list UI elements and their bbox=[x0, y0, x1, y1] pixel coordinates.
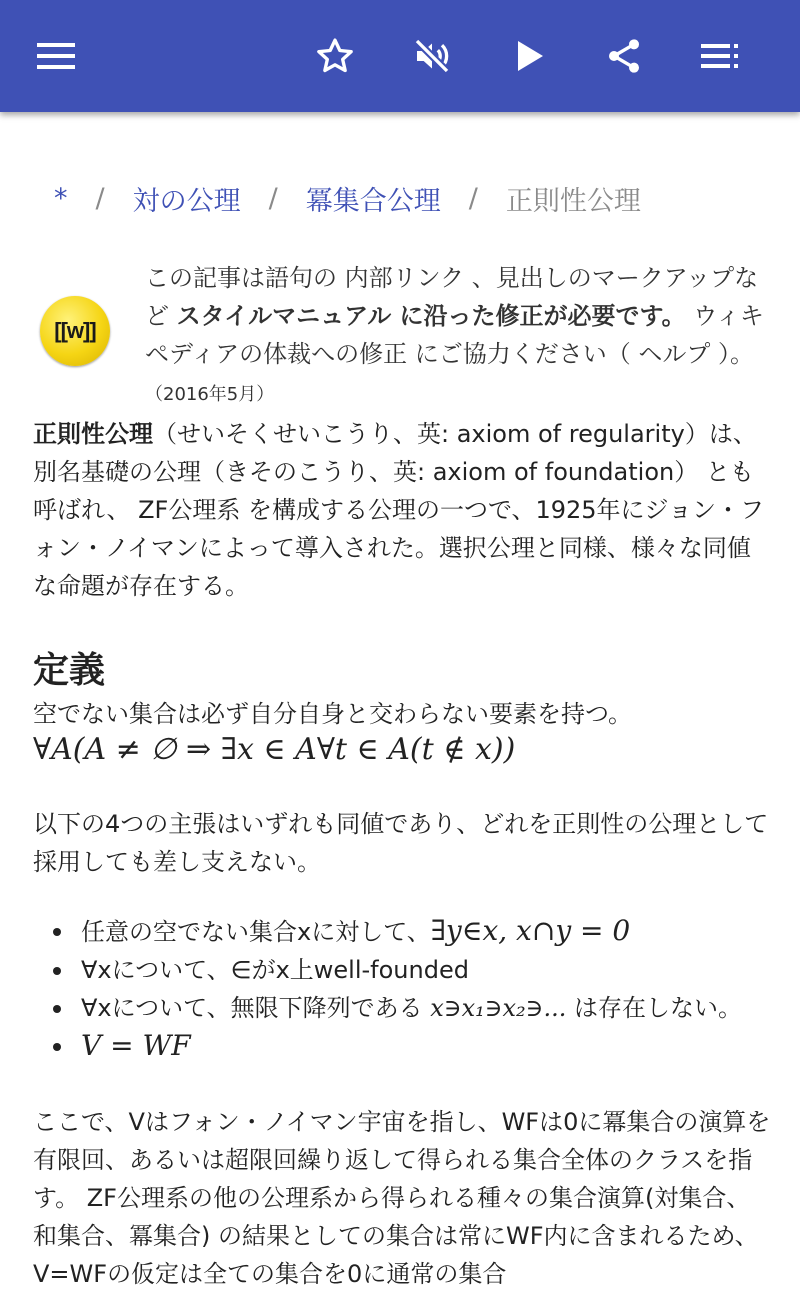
playlist-icon bbox=[701, 43, 739, 69]
notice-text-1: この記事は語句の 内部リンク 、見出しのマークアップなど bbox=[145, 264, 759, 330]
breadcrumb-separator: / bbox=[468, 182, 478, 214]
notice-date: （2016年5月） bbox=[145, 384, 275, 405]
bookmark-star-button[interactable] bbox=[305, 26, 365, 86]
notice-text-2: ウィキペディアの体裁への修正 にご協力ください（ ヘルプ ）。 bbox=[145, 302, 764, 368]
list-item-text: ∀xについて、∈がx上well-founded bbox=[81, 956, 469, 984]
menu-button[interactable] bbox=[26, 26, 86, 86]
play-icon bbox=[516, 40, 544, 72]
intro-paragraph bbox=[33, 415, 773, 605]
intro-text: （せいそくせいこうり、英: axiom of regularity）は、別名基礎の公理（きそのこうり、英: axiom of foundation） とも呼ばれ、 ZF公理系 を構成する公理の一つで、1925年にジョン・フォン・ノイマンによって導入された。選択公理と同様、様々な同値な命題が存在する。 bbox=[33, 420, 765, 600]
list-item-formula: x∋x₁∋x₂∋... bbox=[430, 994, 567, 1022]
table-of-contents-button[interactable] bbox=[690, 26, 750, 86]
share-icon bbox=[604, 36, 644, 76]
list-item-formula: V = WF bbox=[81, 1029, 191, 1062]
wikify-icon-label: [[w]] bbox=[54, 318, 96, 343]
article-term: 正則性公理 bbox=[33, 420, 153, 448]
wikify-notice-icon bbox=[40, 296, 110, 366]
cleanup-notice bbox=[145, 259, 770, 414]
star-outline-icon bbox=[315, 36, 355, 76]
volume-off-icon bbox=[412, 36, 452, 76]
notice-bold-text: スタイルマニュアル に沿った修正が必要です。 bbox=[176, 302, 686, 330]
equivalents-intro: 以下の4つの主張はいずれも同値であり、どれを正則性の公理として採用しても差し支えない。 bbox=[33, 810, 769, 876]
breadcrumb-item-pairing[interactable]: 対の公理 bbox=[132, 185, 241, 217]
list-item bbox=[33, 989, 773, 1027]
list-item bbox=[33, 912, 773, 951]
list-item bbox=[33, 1027, 773, 1066]
hamburger-menu-icon bbox=[37, 42, 75, 70]
list-item-tail: は存在しない。 bbox=[566, 994, 742, 1022]
breadcrumb-separator: / bbox=[268, 182, 278, 214]
definition-formula: ∀A(A ≠ ∅ ⇒ ∃x ∈ A∀t ∈ A(t ∉ x)) bbox=[33, 732, 516, 767]
breadcrumb-separator: / bbox=[95, 182, 105, 214]
breadcrumb bbox=[54, 178, 641, 218]
definition-text: 空でない集合は必ず自分自身と交わらない要素を持つ。 bbox=[33, 700, 633, 728]
equivalents-list bbox=[33, 912, 773, 1066]
mute-button[interactable] bbox=[402, 26, 462, 86]
share-button[interactable] bbox=[594, 26, 654, 86]
list-item-text: 任意の空でない集合xに対して、 bbox=[81, 918, 431, 946]
play-button[interactable] bbox=[500, 26, 560, 86]
list-item-formula: ∃y∈x, x∩y = 0 bbox=[430, 914, 631, 947]
breadcrumb-current: 正則性公理 bbox=[505, 185, 641, 217]
app-bar bbox=[0, 0, 800, 112]
breadcrumb-item-powerset[interactable]: 冪集合公理 bbox=[305, 185, 441, 217]
list-item bbox=[33, 951, 773, 989]
breadcrumb-item-root[interactable]: * bbox=[54, 182, 68, 214]
explanation-paragraph: ここで、Vはフォン・ノイマン宇宙を指し、WFは0に冪集合の演算を有限回、あるいは超限回繰り返して得られる集合全体のクラスを指す。 ZF公理系の他の公理系から得られる種々の集合演算(対集合、和集合、冪集合) の結果としての集合は常にWF内に含まれるため、V=WFの仮定は全ての集合を0に通常の集合 bbox=[33, 1108, 771, 1288]
section-heading-definition: 定義 bbox=[33, 650, 106, 691]
list-item-text: ∀xについて、無限下降列である bbox=[81, 994, 431, 1022]
